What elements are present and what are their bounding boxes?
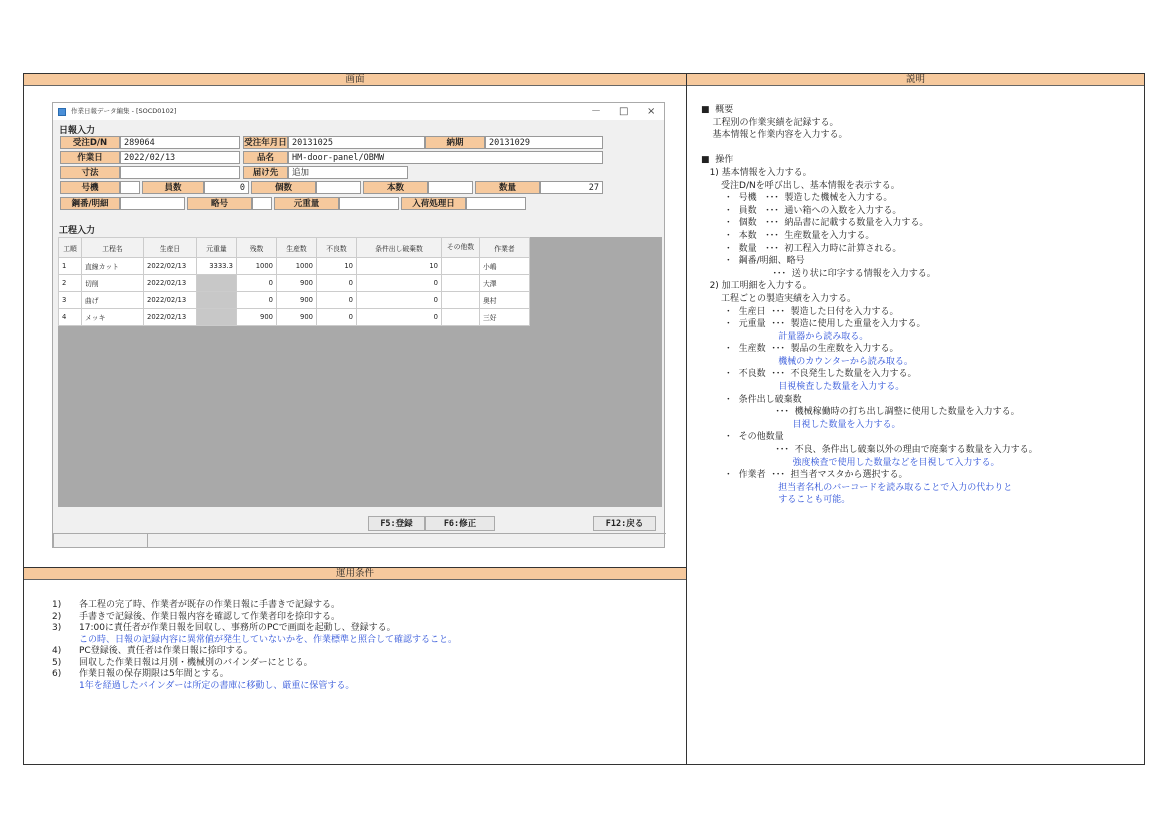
daily-section-title: 日報入力: [59, 126, 96, 136]
col-header[interactable]: 元重量: [197, 238, 237, 258]
window-title: 作業日報データ編集 - [SOCD0102]: [71, 107, 177, 115]
table-cell[interactable]: 2: [59, 275, 82, 292]
description-line: 目視検査した数量を入力する。: [701, 382, 905, 393]
description-line: 強度検査で使用した数量などを目視して入力する。: [701, 457, 1000, 468]
staff-field[interactable]: 0: [204, 181, 249, 194]
table-cell[interactable]: 切削: [82, 275, 144, 292]
description-line: ・ 員数 ･･･ 通い箱への入数を入力する。: [701, 205, 902, 216]
description-panel: [701, 104, 1141, 507]
qty-label: 数量: [475, 181, 540, 194]
order-dn-field[interactable]: 289064: [120, 136, 240, 149]
table-cell[interactable]: 10: [317, 258, 357, 275]
table-cell[interactable]: 900: [237, 309, 277, 326]
condition-item: [52, 600, 672, 612]
arrival-label: 入荷処理日: [401, 197, 466, 210]
weight-label: 元重量: [274, 197, 339, 210]
table-cell[interactable]: [442, 275, 480, 292]
status-bar-pane: [53, 533, 148, 548]
cond-header: 運用条件: [24, 568, 686, 580]
description-line: ・ 鋼番/明細、略号: [701, 256, 805, 267]
table-row[interactable]: [59, 292, 530, 309]
table-row[interactable]: [59, 309, 530, 326]
description-line: ・ 生産数 ･･･ 製品の生産数を入力する。: [701, 344, 899, 355]
title-bar: [53, 103, 664, 120]
table-cell[interactable]: 2022/02/13: [144, 275, 197, 292]
description-line: ■ 概要: [701, 105, 734, 115]
condition-text: この時、日報の記録内容に異常値が発生していないかを、作業標準と照合して確認すること。: [79, 634, 458, 645]
table-cell[interactable]: 900: [277, 292, 317, 309]
table-cell[interactable]: 2022/02/13: [144, 309, 197, 326]
condition-number: 1): [52, 600, 62, 610]
description-line: ・ 本数 ･･･ 生産数量を入力する。: [701, 230, 875, 241]
close-button[interactable]: ×: [647, 106, 656, 117]
table-cell[interactable]: 0: [357, 275, 442, 292]
condition-text: 作業日報の保存期限は5年間とする。: [79, 669, 229, 679]
table-cell[interactable]: メッキ: [82, 309, 144, 326]
pieces-label: 本数: [363, 181, 428, 194]
order-date-label: 受注年月日: [244, 138, 287, 148]
condition-text: 各工程の完了時、作業者が既存の作業日報に手書きで記録する。: [79, 600, 341, 610]
description-line: 担当者名札のバーコードを読み取ることで入力の代わりと: [701, 482, 1013, 493]
description-line: ・ 個数 ･･･ 納品書に記載する数量を入力する。: [701, 218, 929, 229]
description-line: 機械のカウンターから読み取る。: [701, 356, 913, 367]
description-line: 工程ごとの製造実績を入力する。: [701, 293, 857, 304]
condition-number: 4): [52, 646, 62, 656]
table-cell[interactable]: 小嶋: [480, 258, 530, 275]
minimize-button[interactable]: －: [591, 106, 601, 117]
col-header[interactable]: その他数: [442, 238, 480, 258]
description-line: 1) 基本情報を入力する。: [701, 167, 812, 178]
table-cell[interactable]: 1000: [237, 258, 277, 275]
pieces-field[interactable]: [428, 181, 473, 194]
table-cell[interactable]: [442, 309, 480, 326]
size-label: 寸法: [60, 166, 120, 179]
description-line: ・ 号機 ･･･ 製造した機械を入力する。: [701, 193, 893, 204]
col-header[interactable]: 条件出し破棄数: [357, 238, 442, 258]
condition-number: 2): [52, 611, 62, 622]
count-label: 個数: [251, 181, 316, 194]
description-line: ・ 作業者 ･･･ 担当者マスタから選択する。: [701, 470, 908, 481]
back-button[interactable]: F12:戻る: [593, 516, 656, 531]
description-line: 受注D/Nを呼び出し、基本情報を表示する。: [701, 180, 900, 191]
table-cell[interactable]: 0: [237, 292, 277, 309]
order-dn-label: 受注D/N: [60, 136, 120, 149]
col-header[interactable]: 生産数: [277, 238, 317, 258]
description-line: 工程別の作業実績を記録する。: [701, 117, 839, 128]
table-cell[interactable]: 4: [59, 309, 82, 326]
register-button[interactable]: F5:登録: [368, 516, 425, 531]
condition-item: [52, 612, 672, 624]
table-cell[interactable]: [442, 258, 480, 275]
desc-header: 説明: [687, 74, 1144, 86]
process-section-title: 工程入力: [59, 226, 96, 236]
maximize-button[interactable]: □: [619, 106, 629, 117]
description-line: [701, 142, 1141, 155]
table-cell[interactable]: 2022/02/13: [144, 258, 197, 275]
condition-number: 5): [52, 657, 62, 668]
qty-field[interactable]: 27: [540, 181, 603, 194]
machine-label: 号機: [60, 181, 120, 194]
size-field[interactable]: [120, 166, 240, 179]
staff-label: 員数: [142, 181, 204, 194]
condition-item: [52, 646, 672, 658]
col-header[interactable]: 工順: [59, 238, 82, 258]
screen-header: 画面: [24, 74, 686, 86]
table-cell[interactable]: 3333.3: [197, 258, 237, 275]
steel-label: 鋼番/明細: [60, 197, 120, 210]
table-cell[interactable]: 三好: [480, 309, 530, 326]
table-cell[interactable]: 2022/02/13: [144, 292, 197, 309]
dest-label: 届け先: [243, 166, 288, 179]
description-line: ■ 操作: [701, 155, 734, 166]
condition-number: 3): [52, 623, 62, 633]
table-cell[interactable]: 900: [277, 309, 317, 326]
table-cell[interactable]: 0: [317, 275, 357, 292]
description-line: ・ 条件出し破棄数: [701, 394, 802, 405]
table-cell[interactable]: 0: [357, 292, 442, 309]
table-cell[interactable]: 900: [277, 275, 317, 292]
description-line: ･･･ 機械稼働時の打ち出し調整に使用した数量を入力する。: [701, 407, 1020, 418]
work-date-label: 作業日: [60, 151, 120, 164]
table-cell[interactable]: 0: [357, 309, 442, 326]
status-bar: [148, 533, 666, 548]
delivery-label: 納期: [425, 136, 485, 149]
description-line: 目視した数量を入力する。: [701, 419, 901, 430]
description-line: ・ その他数量: [701, 432, 784, 443]
condition-item: [52, 623, 672, 635]
dest-field[interactable]: 追加: [288, 166, 408, 179]
condition-number: 6): [52, 669, 62, 679]
table-cell[interactable]: [442, 292, 480, 309]
condition-text: PC登録後、責任者は作業日報に捺印する。: [79, 646, 253, 656]
condition-text: 17:00に責任者が作業日報を回収し、事務所のPCで画面を起動し、登録する。: [79, 623, 396, 633]
description-line: ・ 生産日 ･･･ 製造した日付を入力する。: [701, 306, 899, 317]
col-header[interactable]: 残数: [237, 238, 277, 258]
steel-field[interactable]: [120, 197, 185, 210]
arrival-field[interactable]: [466, 197, 526, 210]
order-date-field[interactable]: 20131025: [288, 136, 425, 149]
col-header[interactable]: 不良数: [317, 238, 357, 258]
description-line: ・ 元重量 ･･･ 製造に使用した重量を入力する。: [701, 319, 926, 330]
modify-button[interactable]: F6:修正: [425, 516, 495, 531]
app-window: [52, 102, 665, 548]
table-cell[interactable]: 奥村: [480, 292, 530, 309]
count-field[interactable]: [316, 181, 361, 194]
condition-text: 1年を経過したバインダーは所定の書庫に移動し、厳重に保管する。: [79, 680, 355, 691]
description-line: ･･･ 不良、条件出し破棄以外の理由で廃棄する数量を入力する。: [701, 445, 1038, 456]
condition-item: [52, 635, 672, 647]
table-cell[interactable]: 0: [237, 275, 277, 292]
conditions-panel: [52, 600, 672, 692]
condition-item: [52, 669, 672, 681]
description-line: 基本情報と作業内容を入力する。: [701, 130, 848, 141]
table-cell[interactable]: 大澤: [480, 275, 530, 292]
app-icon: [58, 108, 66, 116]
condition-item: [52, 658, 672, 670]
col-header[interactable]: 作業者: [480, 238, 530, 258]
delivery-field[interactable]: 20131029: [485, 136, 603, 149]
col-header[interactable]: 生産日: [144, 238, 197, 258]
condition-text: 手書きで記録後、作業日報内容を確認して作業者印を捺印する。: [79, 611, 341, 622]
condition-number: [52, 635, 79, 647]
abbr-field[interactable]: [252, 197, 272, 210]
description-line: 計量器から読み取る。: [701, 331, 869, 342]
col-header[interactable]: 工程名: [82, 238, 144, 258]
table-cell[interactable]: 曲げ: [82, 292, 144, 309]
condition-number: [52, 681, 79, 693]
table-row[interactable]: [59, 258, 530, 275]
description-line: ･･･ 送り状に印字する情報を入力する。: [701, 268, 936, 279]
description-line: することも可能。: [701, 495, 851, 506]
condition-text: 回収した作業日報は月別・機械別のバインダーにとじる。: [79, 657, 313, 668]
table-cell[interactable]: 1: [59, 258, 82, 275]
table-cell[interactable]: 直線カット: [82, 258, 144, 275]
description-line: 2) 加工明細を入力する。: [701, 281, 812, 292]
table-cell[interactable]: [197, 309, 237, 326]
product-label: 品名: [243, 151, 288, 164]
condition-item: [52, 681, 672, 693]
table-cell[interactable]: 0: [317, 292, 357, 309]
table-cell[interactable]: 0: [317, 309, 357, 326]
table-cell[interactable]: [197, 275, 237, 292]
process-table: [58, 237, 530, 326]
table-cell[interactable]: 1000: [277, 258, 317, 275]
product-field[interactable]: HM-door-panel/OBMW: [288, 151, 603, 164]
machine-field[interactable]: [120, 181, 140, 194]
work-date-field[interactable]: 2022/02/13: [120, 151, 240, 164]
table-cell[interactable]: 3: [59, 292, 82, 309]
table-cell[interactable]: [197, 292, 237, 309]
description-line: ・ 不良数 ･･･ 不良発生した数量を入力する。: [701, 369, 917, 380]
process-grid[interactable]: [58, 237, 662, 507]
table-header-row: [59, 238, 530, 258]
column-divider: [686, 73, 687, 765]
table-row[interactable]: [59, 275, 530, 292]
weight-field[interactable]: [339, 197, 399, 210]
abbr-label: 略号: [187, 197, 252, 210]
description-line: ・ 数量 ･･･ 初工程入力時に計算される。: [701, 243, 902, 254]
table-cell[interactable]: 10: [357, 258, 442, 275]
